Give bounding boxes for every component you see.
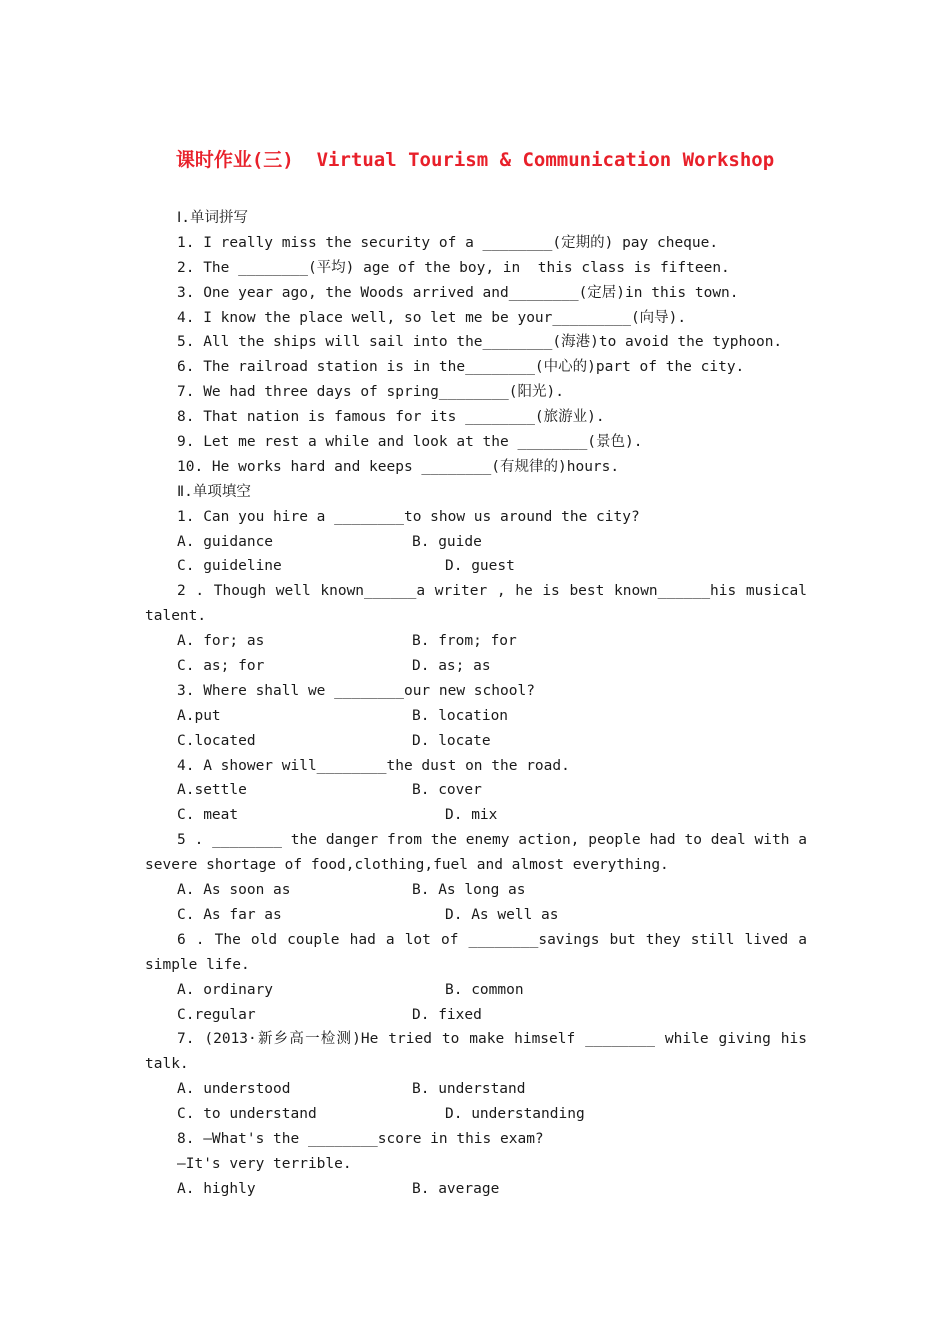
option-c: C.located: [177, 732, 256, 749]
question-1-stem: 1. Can you hire a ________to show us around the city?: [177, 508, 640, 525]
question-2-stem-continued: talent.: [145, 608, 207, 625]
question-7-options-row-1: [145, 1077, 807, 1102]
option-a: A. for; as: [177, 633, 265, 650]
spelling-item-3: 3. One year ago, the Woods arrived and________(定居)in this town.: [177, 284, 739, 301]
option-d: D. fixed: [412, 1006, 482, 1023]
option-c: C. to understand: [177, 1106, 317, 1123]
question-3-options-row-2: [145, 729, 807, 754]
spelling-item-8: 8. That nation is famous for its ________(旅游业).: [177, 409, 605, 426]
exercise-body: [145, 206, 807, 1202]
option-a: A.put: [177, 707, 221, 724]
question-2-options-row-2: [145, 654, 807, 679]
question-6-stem: 6 . The old couple had a lot of ________savings but they still lived a: [177, 931, 807, 948]
question-5-options-row-2: [145, 903, 807, 928]
option-b: B. As long as: [412, 882, 526, 899]
spelling-item-2: 2. The ________(平均) age of the boy, in this class is fifteen.: [177, 259, 730, 276]
question-3-options-row-1: [145, 704, 807, 729]
option-d: D. As well as: [445, 906, 559, 923]
option-b: B. location: [412, 707, 509, 724]
option-a: A. As soon as: [177, 882, 291, 899]
option-d: D. as; as: [412, 658, 491, 675]
option-b: B. understand: [412, 1081, 526, 1098]
spelling-item-5: 5. All the ships will sail into the________(海港)to avoid the typhoon.: [177, 334, 783, 351]
option-a: A. guidance: [177, 533, 274, 550]
option-c: C. guideline: [177, 558, 282, 575]
spelling-item-6: 6. The railroad station is in the________(中心的)part of the city.: [177, 359, 745, 376]
spelling-item-4: 4. I know the place well, so let me be your_________(向导).: [177, 309, 687, 326]
option-b: B. cover: [412, 782, 482, 799]
question-8-options-row-1: [145, 1177, 807, 1202]
question-2-options-row-1: [145, 629, 807, 654]
option-b: B. common: [445, 981, 524, 998]
page-title: 课时作业(三) Virtual Tourism & Communication Workshop: [175, 149, 775, 171]
spelling-item-10: 10. He works hard and keeps ________(有规律的)hours.: [177, 458, 620, 475]
option-b: B. from; for: [412, 633, 517, 650]
question-5-stem-continued: severe shortage of food,clothing,fuel and almost everything.: [145, 857, 669, 874]
section-heading-spelling: Ⅰ.单词拼写: [177, 210, 249, 226]
question-2-stem: 2 . Though well known______a writer , he is best known______his musical: [177, 583, 807, 600]
question-6-options-row-2: [145, 1003, 807, 1028]
spelling-item-1: 1. I really miss the security of a ________(定期的) pay cheque.: [177, 234, 719, 251]
question-7-stem: 7. (2013·新乡高一检测)He tried to make himself ________ while giving his: [177, 1031, 807, 1048]
question-5-stem: 5 . ________ the danger from the enemy action, people had to deal with a: [177, 832, 807, 849]
question-8-response: —It's very terrible.: [177, 1155, 352, 1172]
option-d: D. mix: [445, 807, 498, 824]
option-b: B. guide: [412, 533, 482, 550]
question-3-stem: 3. Where shall we ________our new school?: [177, 682, 535, 699]
option-a: A. understood: [177, 1081, 291, 1098]
option-d: D. understanding: [445, 1106, 585, 1123]
question-6-options-row-1: [145, 978, 807, 1003]
question-4-stem: 4. A shower will________the dust on the road.: [177, 757, 570, 774]
question-1-options-row-1: [145, 530, 807, 555]
question-8-stem: 8. —What's the ________score in this exam?: [177, 1130, 544, 1147]
option-a: A. highly: [177, 1180, 256, 1197]
option-c: C. As far as: [177, 906, 282, 923]
option-a: A. ordinary: [177, 981, 274, 998]
option-c: C.regular: [177, 1006, 256, 1023]
question-4-options-row-2: [145, 803, 807, 828]
option-d: D. locate: [412, 732, 491, 749]
question-7-options-row-2: [145, 1102, 807, 1127]
question-5-options-row-1: [145, 878, 807, 903]
question-7-stem-continued: talk.: [145, 1056, 189, 1073]
spelling-item-7: 7. We had three days of spring________(阳光).: [177, 384, 564, 401]
option-b: B. average: [412, 1180, 500, 1197]
option-a: A.settle: [177, 782, 247, 799]
section-heading-choice: Ⅱ.单项填空: [177, 483, 251, 500]
spelling-item-9: 9. Let me rest a while and look at the ________(景色).: [177, 434, 643, 451]
option-c: C. meat: [177, 807, 239, 824]
question-6-stem-continued: simple life.: [145, 956, 250, 973]
question-4-options-row-1: [145, 778, 807, 803]
question-1-options-row-2: [145, 554, 807, 579]
option-c: C. as; for: [177, 658, 265, 675]
option-d: D. guest: [445, 558, 515, 575]
